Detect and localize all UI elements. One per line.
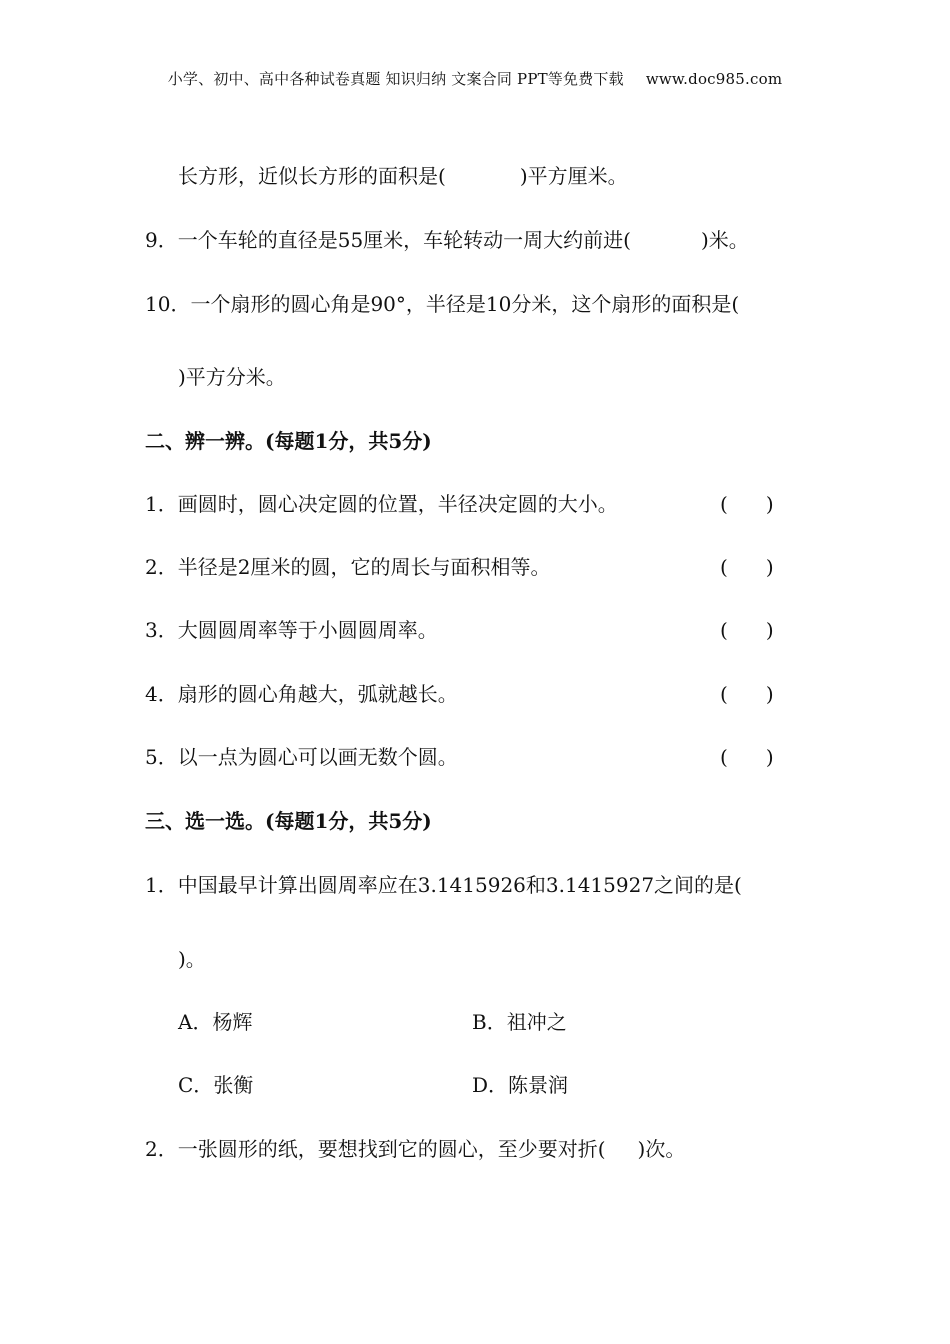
option-a-label: A．: [178, 1010, 213, 1034]
paren-open: (: [720, 618, 728, 642]
header-site: www.doc985.com: [645, 70, 783, 88]
q10-text-b: )平方分米。: [178, 365, 286, 389]
section-2-title: 二、辨一辨。(每题1分，共5分): [145, 429, 432, 453]
choice-question-1-continuation: [178, 946, 206, 972]
judge-1-answer-blank[interactable]: [720, 491, 774, 517]
choice-1-number: 1．: [145, 873, 178, 897]
option-d[interactable]: [472, 1072, 568, 1098]
judge-3-text: 大圆圆周率等于小圆圆周率。: [177, 618, 438, 642]
question-8-continuation: [178, 163, 628, 189]
judge-item-2: [145, 554, 550, 580]
judge-4-answer-blank[interactable]: [720, 681, 774, 707]
judge-3-answer-blank[interactable]: [720, 617, 774, 643]
option-a[interactable]: [178, 1009, 252, 1035]
paren-open: (: [720, 745, 728, 769]
judge-1-number: 1．: [145, 492, 178, 516]
judge-3-number: 3．: [145, 618, 178, 642]
paren-close: ): [765, 555, 774, 579]
q8-text-a: 长方形，近似长方形的面积是(: [178, 164, 446, 188]
judge-4-number: 4．: [145, 682, 178, 706]
section-3-title: 三、选一选。(每题1分，共5分): [145, 809, 432, 833]
question-9: [145, 227, 749, 253]
q9-number: 9．: [145, 228, 178, 252]
option-c-label: C．: [178, 1073, 214, 1097]
option-c[interactable]: [178, 1072, 253, 1098]
choice-1-text-a: 中国最早计算出圆周率应在3.1415926和3.1415927之间的是(: [177, 873, 742, 897]
judge-5-answer-blank[interactable]: [720, 744, 774, 770]
choice-2-text-b: )次。: [637, 1137, 686, 1161]
judge-5-number: 5．: [145, 745, 178, 769]
choice-question-1: [145, 872, 742, 898]
option-d-text: 陈景润: [508, 1073, 569, 1097]
judge-2-text: 半径是2厘米的圆，它的周长与面积相等。: [177, 555, 551, 579]
choice-2-text-a: 一张圆形的纸，要想找到它的圆心，至少要对折(: [177, 1137, 606, 1161]
judge-1-text: 画圆时，圆心决定圆的位置，半径决定圆的大小。: [177, 492, 618, 516]
judge-5-text: 以一点为圆心可以画无数个圆。: [177, 745, 458, 769]
question-10-continuation: [178, 364, 286, 390]
judge-4-text: 扇形的圆心角越大，弧就越长。: [177, 682, 458, 706]
paren-open: (: [720, 492, 728, 516]
choice-2-number: 2．: [145, 1137, 178, 1161]
option-b[interactable]: [472, 1009, 567, 1035]
judge-item-1: [145, 491, 618, 517]
q9-text-a: 一个车轮的直径是55厘米，车轮转动一周大约前进(: [177, 228, 631, 252]
page-header: [0, 68, 950, 89]
paren-close: ): [765, 618, 774, 642]
paren-open: (: [720, 555, 728, 579]
header-text: 小学、初中、高中各种试卷真题 知识归纳 文案合同 PPT等免费下载: [167, 70, 624, 88]
q8-text-b: )平方厘米。: [519, 164, 628, 188]
paren-close: ): [765, 682, 774, 706]
judge-item-3: [145, 617, 438, 643]
option-b-label: B．: [472, 1010, 507, 1034]
judge-item-4: [145, 681, 458, 707]
option-a-text: 杨辉: [212, 1010, 253, 1034]
paren-close: ): [765, 492, 774, 516]
question-10: [145, 291, 739, 317]
option-b-text: 祖冲之: [506, 1010, 567, 1034]
choice-question-2: [145, 1136, 685, 1162]
q9-text-b: )米。: [701, 228, 749, 252]
paren-open: (: [720, 682, 728, 706]
paren-close: ): [765, 745, 774, 769]
q10-number: 10．: [145, 292, 191, 316]
option-d-label: D．: [472, 1073, 509, 1097]
choice-1-text-b: )。: [178, 947, 206, 971]
option-c-text: 张衡: [213, 1073, 254, 1097]
judge-2-answer-blank[interactable]: [720, 554, 774, 580]
q10-text-a: 一个扇形的圆心角是90°，半径是10分米，这个扇形的面积是(: [190, 292, 740, 316]
judge-2-number: 2．: [145, 555, 178, 579]
judge-item-5: [145, 744, 458, 770]
